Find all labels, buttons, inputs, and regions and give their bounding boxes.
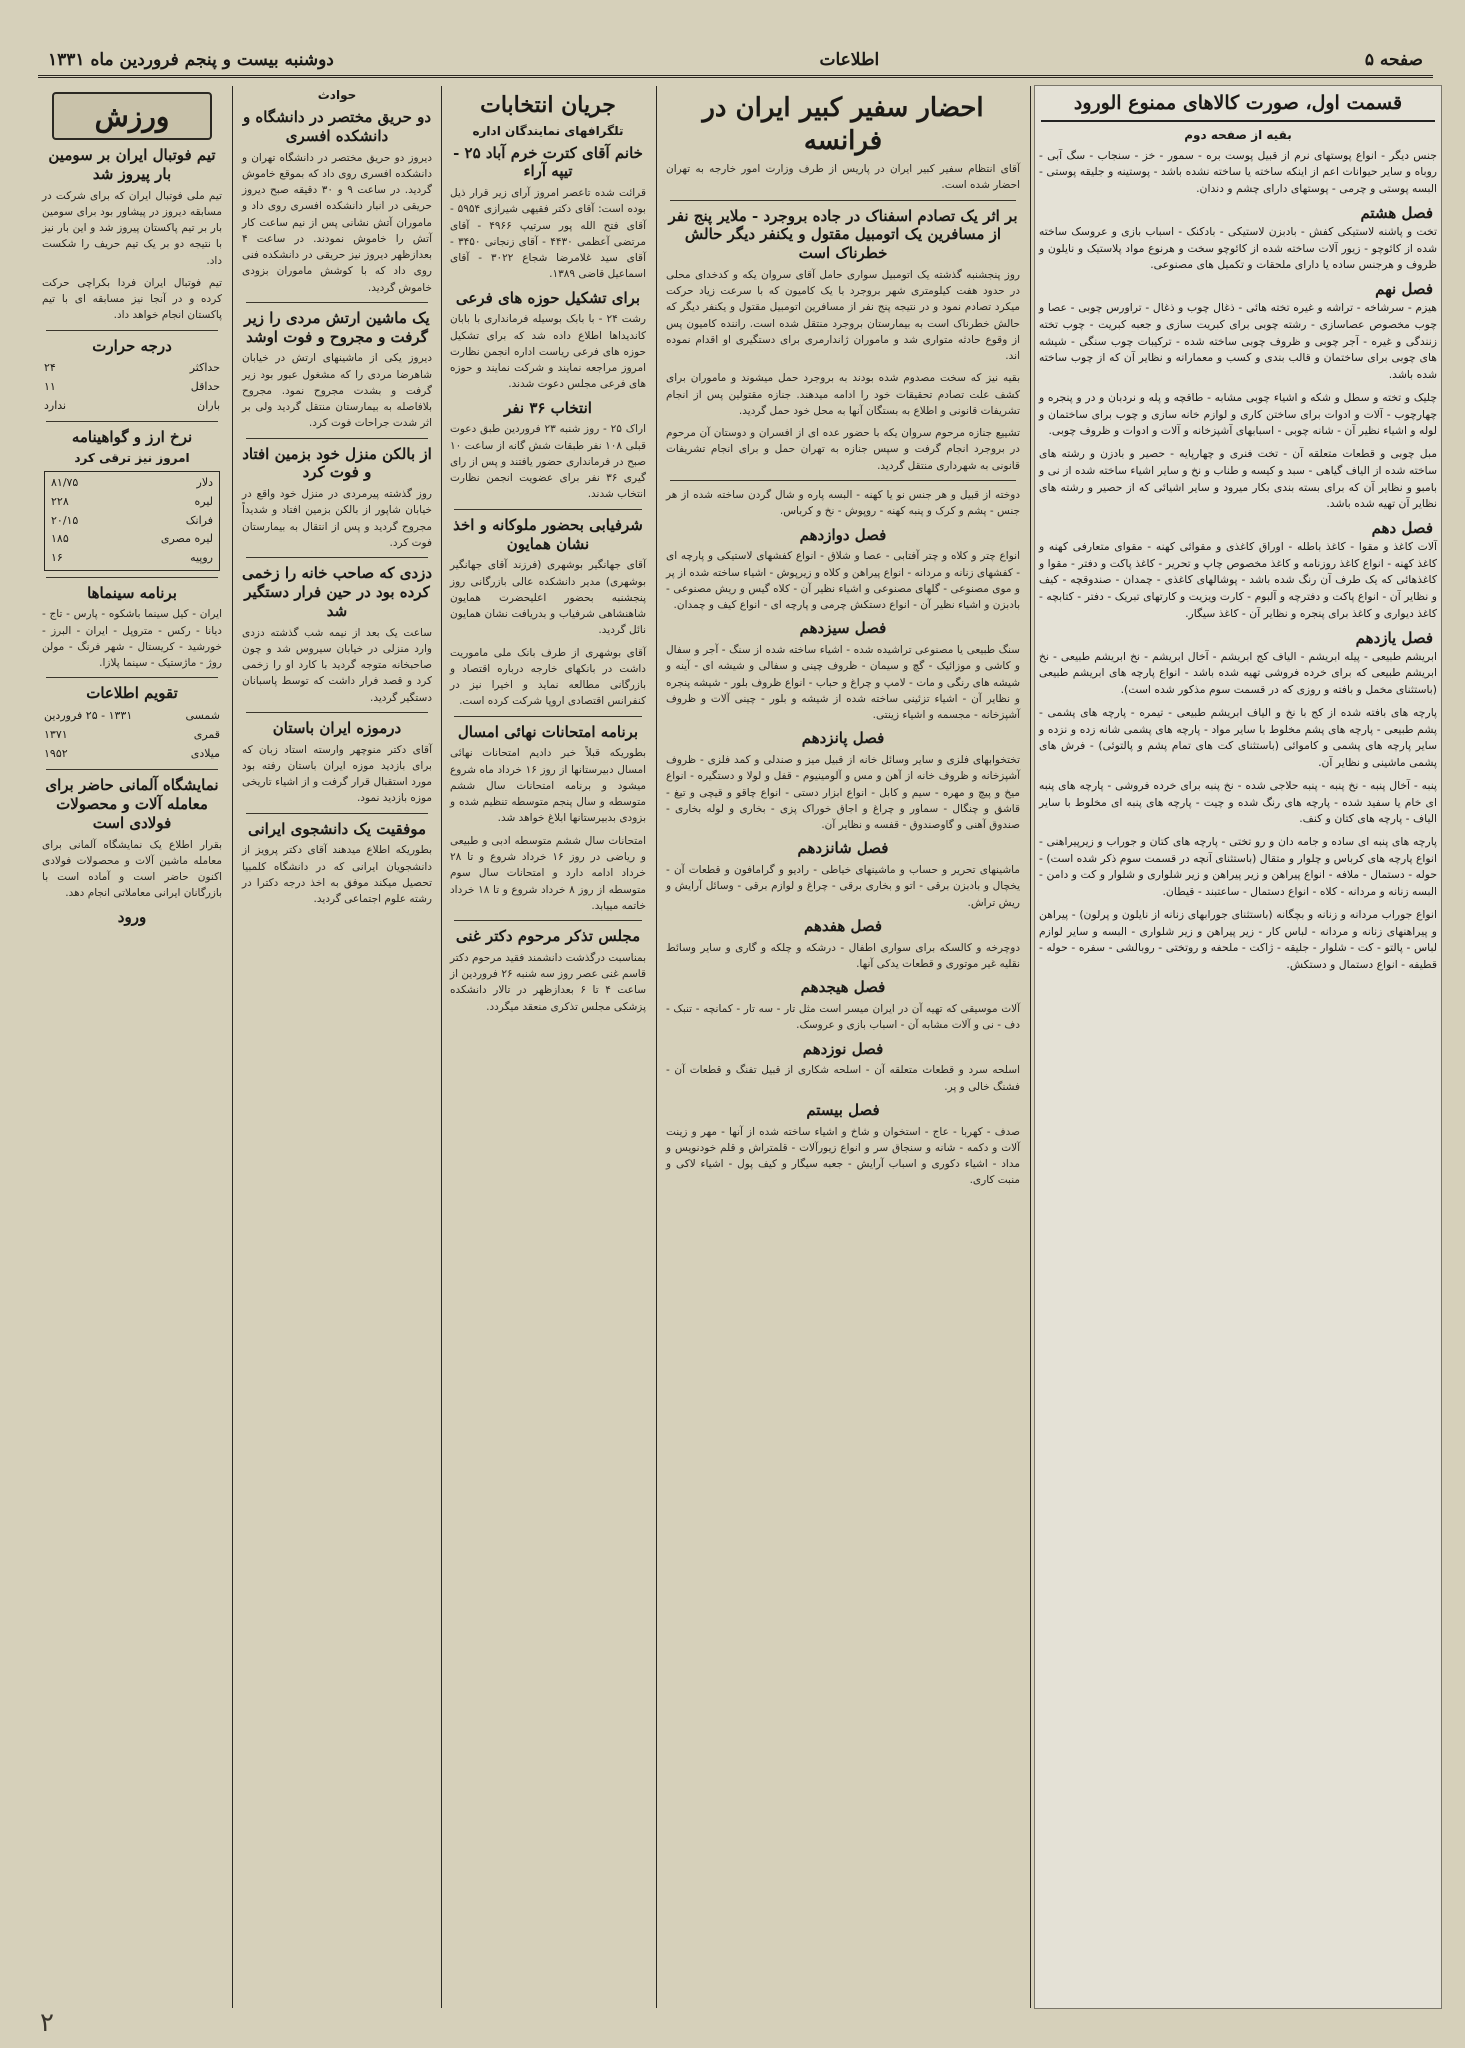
imports-list-clipping — [1035, 86, 1441, 2008]
exchange-table — [44, 471, 220, 570]
section-18-text: آلات موسیقی که تهیه آن در ایران میسر است مثل تار - سه تار - کمانچه - تنبک - دف - نی و آلات مشابه آن - اسباب بازی و عروسک. — [666, 1003, 1020, 1032]
memorial-title: مجلس تذکر مرحوم دکتر غنی — [455, 927, 641, 946]
imports-continued: دوخته از قبیل و هر جنس نو یا کهنه - البسه پاره و شال گردن ساخته شده از هر جنس - پشم و کرک و پنبه کهنه - روپوش - نخ و کرباس. — [666, 488, 1020, 518]
column-rule — [441, 86, 442, 2008]
thief-headline: دزدی که صاحب خانه را زخمی کرده بود در حین فرار دستگیر شد — [241, 564, 433, 620]
divider — [246, 712, 428, 713]
divider — [454, 509, 642, 510]
exams-more: امتحانات سال ششم متوسطه ادبی و طبیعی و ریاضی در روز ۱۶ خرداد شروع و تا ۲۸ خرداد ادامه دارد و امتحانات سال سوم متوسطه از روز ۸ خرداد شروع و تا ۱۸ خرداد خاتمه مییابد. — [450, 834, 646, 912]
section-11-text: ابریشم طبیعی - پیله ابریشم - الیاف کج ابریشم - آخال ابریشم - نخ ابریشم طبیعی - نخ ابریشم طبیعی که برای خرده فروشی تهیه شده باشد - انواع پارچه های ابریشم طبیعی (باستثنای مخمل و بافته و روزی که در قسمت سوم مذکور شده است). — [1039, 649, 1437, 697]
calendar-title: تقویم اطلاعات — [86, 684, 178, 703]
funeral-text: تشییع جنازه مرحوم سروان یکه با حضور عده ای از افسران و دوستان آن مرحوم در بروجرد انجام گرفت و سپس جنازه به تهران حمل و برای انجام تشریفات قانونی به شهرداری منتقل گردید. — [666, 427, 1020, 472]
subdistricts-text: رشت ۲۴ - با بابک بوسیله فرمانداری با بابان کاندیداها اطلاع داده شد که برای تشکیل حوزه های فرعی ریاست اداره انجمن نظارت امروز مراجعه نمایند و شرکت نمایند و حوزه های فرعی مجلس دعوت شدند. — [450, 313, 646, 391]
thief-text: ساعت یک بعد از نیمه شب گذشته دزدی وارد منزلی در خیابان سیروس شد و چون صاحبخانه متوجه گردید با کارد او را زخمی کرد و قصد فرار داشت که توسط پاسبانان دستگیر گردید. — [242, 626, 432, 704]
section-18-title: فصل هیجدهم — [800, 978, 886, 997]
section-15-title: فصل پانزدهم — [801, 729, 885, 748]
column-5 — [38, 86, 226, 2008]
column-rule — [232, 86, 233, 2008]
exchange-title: نرخ ارز و گواهینامه — [71, 428, 193, 447]
fire-headline: دو حریق مختصر در دانشگاه و دانشکده افسری — [242, 108, 432, 145]
balcony-text: روز گذشته پیرمردی در منزل خود واقع در خیابان شاپور از بالکن بزمین افتاد و شدیداً مجروح گردید و پس از انتقال به بیمارستان فوت کرد. — [242, 488, 432, 550]
calendar-row: شمسی ۱۳۳۱ - ۲۵ فروردین — [44, 709, 220, 723]
clipping-intro: جنس دیگر - انواع پوستهای نرم از قبیل پوست بره - سمور - خز - سنجاب - سگ آبی - روباه و سایر حیوانات اعم از اینکه ساخته یا ساخته نشده باشد - پوستینه و جلیقه پوستی - البسه پوستی و چرمی - پوستهای دارای چشم و دندان. — [1039, 148, 1437, 196]
section-9-title: فصل نهم — [1375, 280, 1433, 299]
royal-audience-text: آقای جهانگیر بوشهری (فرزند آقای جهانگیر بوشهری) مدیر دانشکده عالی بازرگانی روز پنجشنبه بحضور اعلیحضرت همایون شاهنشاهی شرفیاب و بدریافت نشان همایون نائل گردید. — [450, 559, 646, 637]
exams-title: برنامه امتحانات نهائی امسال — [457, 722, 639, 741]
exchange-row: فرانک ۲۰/۱۵ — [51, 513, 213, 527]
accident-more: بقیه نیز که سخت مصدوم شده بودند به بروجرد حمل میشوند و ماموران برای کشف علت تصادم تحقیقات خود را ادامه میدهند. جنازه مقتولین پس از انجام تشریفات قانونی و اطلاع به بستگان آنها به محل خود حمل گردید. — [666, 372, 1020, 417]
section-20-title: فصل بیستم — [806, 1100, 880, 1119]
khorramabad-text: قرائت شده تاعصر امروز آرای زیر قرار ذیل بوده است: آقای دکتر فقیهی شیرازی ۵۹۵۴ - آقای فتح الله پور سرتیپ ۴۹۶۶ - آقای مرتضی آعظمی ۴۴۳۰ - آقای زنجانی ۳۴۵۰ - آقای سید غلامرضا شجاع ۳۰۲۲ - آقای اسماعیل قاضی ۱۳۸۹. — [450, 187, 647, 281]
subdistricts-title: برای تشکیل حوزه های فرعی — [455, 288, 641, 307]
column-2 — [662, 86, 1024, 2008]
clipping-title: قسمت اول، صورت کالاهای ممنوع الورود — [1041, 92, 1435, 122]
exchange-row: دلار ۸۱/۷۵ — [51, 476, 213, 490]
football-more: تیم فوتبال ایران فردا بکراچی حرکت کرده و در آنجا نیز مسابقه ای با تیم پاکستان انجام خواهد داد. — [42, 276, 222, 322]
sports-logo: ورزش — [52, 92, 212, 140]
khorramabad-title: خانم آقای کترت خرم آباد ۲۵ - تیپه آراء — [453, 143, 643, 181]
weather-row: حداقل ۱۱ — [44, 380, 220, 394]
divider — [246, 438, 428, 439]
football-text: تیم ملی فوتبال ایران که برای شرکت در مسابقه دیروز در پیشاور بود برای سومین بار بر تیم پاکستان پیروز شد و این بار نیز با نتیجه دو بر یک تیم حریف را شکست داد. — [42, 189, 222, 267]
accident-headline: بر اثر یک تصادم اسفناک در جاده بروجرد - ملایر پنج نفر از مسافرین یک اتومبیل مقتول و یکنفر دیگر حالش خطرناک است — [668, 206, 1018, 263]
fire-text: دیروز دو حریق مختصر در دانشگاه تهران و دانشکده افسری روی داد که بموقع خاموش گردید. در ساعت ۹ و ۳۰ دقیقه صبح دیروز حریقی در انبار دانشکده افسری روی داد و ماموران آتش نشانی پس از نیم ساعت کار آتش را خاموش نمودند. در ساعت ۴ بعدازظهر دیروز نیز حریقی در دانشکده فنی روی داد که با کوشش ماموران بزودی خاموش گردید. — [242, 151, 433, 294]
ambassador-headline: احضار سفیر کبیر ایران در فرانسه — [702, 93, 984, 156]
weather-title: درجه حرارت — [92, 336, 172, 355]
exams-text: بطوریکه قبلاً خبر دادیم امتحانات نهائی امسال دبیرستانها از روز ۱۶ خرداد ماه شروع میشود و برنامه امتحانات سال ششم متوسطه و سال پنجم متوسطه تنظیم شده و بزودی بدبیرستانها ابلاغ خواهد شد. — [450, 747, 646, 825]
section-11-cotton-more: پارچه های پنبه ای ساده و جامه دان و رو تختی - پارچه های کتان و جوراب و زیرپیراهنی - انواع پارچه های کرباس و چلوار و متقال (باستثنای آنچه در قسمت سوم ذکر شده است) - حوله - دستمال - ملافه - انواع پیراهن و زیر پیراهن و زیر شلواری و شلوار و کت و دامن - البسه زنانه و مردانه - کلاه - انواع دستمال - ساعتبند - قیطان. — [1039, 834, 1437, 899]
section-11-cotton: پنبه - آخال پنبه - نخ پنبه - پنبه حلاجی شده - نخ پنبه برای خرده فروشی - پارچه های پنبه ای خام یا سفید شده - پارچه های رنگ شده و چیت - پارچه های پنبه ای مخلوط با سایر الیاف - پارچه های کتان و کنف. — [1039, 778, 1437, 826]
army-vehicle-text: دیروز یکی از ماشینهای ارتش در خیابان شاهرضا مردی را که مشغول عبور بود زیر گرفت و بشدت مجروح نمود. مجروح بلافاصله به بیمارستان منتقل گردید ولی بر اثر شدت جراحات فوت کرد. — [242, 352, 432, 430]
divider — [46, 677, 218, 678]
cinema-title: برنامه سینماها — [87, 583, 177, 602]
section-17-text: دوچرخه و کالسکه برای سواری اطفال - درشکه و چلکه و گاری و سایر وسائط نقلیه غیر موتوری و قطعات یدکی آنها. — [666, 941, 1020, 971]
exchange-row: لیره مصری ۱۸۵ — [51, 532, 213, 546]
calendar-row: میلادی ۱۹۵۲ — [44, 746, 220, 760]
section-10-title: فصل دهم — [1371, 518, 1433, 537]
divider — [246, 813, 428, 814]
section-13-text: سنگ طبیعی یا مصنوعی تراشیده شده - اشیاء ساخته شده از سنگ - آجر و سفال و کاشی و موزائیک - گچ و سیمان - ظروف چینی و سفالی و شیشه ای - آینه و شیشه های رنگی و مات - لامپ و چراغ و حباب - انواع ظروف بلور - شیشه پنجره و نظایر آن - اشیاء تزئینی ساخته شده از شیشه و بلور - چینی آلات و ظروف آشپزخانه - مجسمه و اشیاء زینتی. — [666, 644, 1020, 722]
museum-text: آقای دکتر منوچهر وارسته استاد زبان که برای بازدید موزه ایران باستان رفته بود مورد استقبال قرار گرفت و از اشیاء تاریخی موزه بازدید نمود. — [242, 743, 432, 805]
clipping-subtitle: بقیه از صفحه دوم — [1184, 127, 1292, 142]
section-9-more: چلیک و تخته و سطل و شکه و اشیاء چوبی مشابه - طاقچه و پله و نردبان و در و پنجره و چهارچوب - آلات و ادوات برای ساختن کاری و لوازم خانه سازی و چوب برای ساختمان و لوله و اشیاء نظیر آن - شانه چوبی - اسبابهای آشپزخانه و آلات و ادوات و ظروف چوبی. — [1039, 390, 1437, 438]
weather-row: حداکثر ۲۴ — [44, 361, 220, 375]
royal-audience-more: آقای بوشهری از طرف بانک ملی ماموریت داشت در بانکهای خارجه درباره اقتصاد و بازرگانی مطالعه نماید و اخیرا نیز در کنفرانس اقتصادی اروپا شرکت کرده است. — [450, 646, 646, 708]
arak-title: انتخاب ۳۶ نفر — [504, 398, 592, 417]
army-vehicle-headline: یک ماشین ارتش مردی را زیر گرفت و مجروح و فوت اوشد — [244, 308, 430, 346]
page-mark: ۲ — [40, 2008, 54, 2038]
column-rule — [1030, 86, 1031, 2008]
section-17-title: فصل هفدهم — [803, 917, 883, 936]
divider — [454, 716, 642, 717]
accident-text: روز پنجشنبه گذشته یک اتومبیل سواری حامل آقای سروان یکه و کدخدای محلی در حدود هفت کیلومتری شهر بروجرد با یک کامیون که با سرعت زیاد حرکت میکرد تصادم نمود و در نتیجه پنج نفر از مسافرین اتومبیل مقتول و یکنفر دیگر که حالش خطرناک است به بیمارستان بروجرد منتقل شده است. راننده کامیون پس از وقوع حادثه متواری شد و ماموران ژاندارمری برای دستگیری او اقدام نموده اند. — [666, 268, 1020, 363]
divider — [46, 330, 218, 331]
museum-headline: درموزه ایران باستان — [272, 718, 402, 737]
student-headline: موفقیت یک دانشجوی ایرانی — [247, 819, 427, 838]
section-8-text: تخت و پاشنه لاستیکی کفش - بادبزن لاستیکی - بادکنک - اسباب بازی و عروسک ساخته شده از کائوچو - زیور آلات ساخته شده از کائوچو سخت و هرنوع مواد پلاستیک و نایلون و ظروف و هرجنس ساده یا دارای ملحقات و تکمیل های مصنوعی. — [1039, 224, 1437, 272]
masthead — [38, 44, 1433, 78]
section-11-more: پارچه های بافته شده از کج با نخ و الیاف ابریشم طبیعی - تیمره - پارچه های پشمی - پشم طبیعی - پارچه های پشم مخلوط با سایر مواد - پارچه های پشمی شانه زده و نزده و سایر پارچه های پشمی و کاموائی (باستثنای کت های تمام پشم و پالتوئی) - فرش های پشمی ماشینی و نظایر آن. — [1039, 705, 1437, 770]
divider — [670, 200, 1016, 201]
section-9-text: هیزم - سرشاخه - تراشه و غیره تخته هائی - ذغال چوب و ذغال - تراورس چوبی - عصا و چوب مخصوص عصاسازی - رشته چوبی برای کبریت سازی و جعبه کبریت - چوب تخته زنندگی و غیره - آجر چوبی و ظروف چوبی ساخته شده - ترکیبات چوب سنگی - شیشه های چوبی برای ساختمان و قالب بندی و کسب و معمارانه و نظایر آن که از چوب ساخته شده باشد. — [1039, 301, 1437, 382]
section-12-title: فصل دوازدهم — [799, 525, 887, 544]
issue-date: دوشنبه بیست و پنجم فروردین ماه ۱۳۳۱ — [48, 49, 334, 70]
exchange-row: لیره ۲۲۸ — [51, 494, 213, 508]
ambassador-text: آقای انتظام سفیر کبیر ایران در پاریس از طرف وزارت امور خارجه به تهران احضار شده است. — [666, 163, 1020, 192]
student-text: بطوریکه اطلاع میدهند آقای دکتر پرویز از دانشجویان ایرانی که در دانشگاه کلمبیا تحصیل میکند موفق به اخذ درجه دکترا در رشته علوم اجتماعی گردید. — [242, 844, 432, 906]
exhibition-title: نمایشگاه آلمانی حاضر برای معامله آلات و محصولات فولادی است — [45, 776, 219, 832]
column-rule — [656, 86, 657, 2008]
divider — [670, 480, 1016, 481]
divider — [454, 920, 642, 921]
divider — [46, 421, 218, 422]
royal-audience-title: شرفیابی بحضور ملوکانه و اخذ نشان همایون — [453, 515, 643, 553]
arrival-title: ورود — [117, 907, 147, 926]
section-8-title: فصل هشتم — [1360, 203, 1433, 222]
section-20-text: صدف - کهربا - عاج - استخوان و شاخ و اشیاء ساخته شده از آنها - مهر و زینت آلات و دکمه - شانه و سنجاق سر و انواع زیورآلات - قلمتراش و قلم خودنویس و مداد - اشیاء دکوری و اسباب آرایش - جعبه سیگار و کیف پول - اشیاء لاکی و منبت کاری. — [666, 1125, 1020, 1187]
arak-text: اراک ۲۵ - روز شنبه ۲۳ فروردین طبق دعوت قبلی ۱۰۸ نفر طبقات شش گانه از ساعت ۱۰ صبح در فرمانداری حضور یافتند و پس از رای گیری ۳۶ نفر برای عضویت انجمن نظارت انتخاب شدند. — [450, 423, 646, 501]
section-11-title: فصل یازدهم — [1355, 628, 1433, 647]
section-12-text: انواع چتر و کلاه و چتر آفتابی - عصا و شلاق - انواع کفشهای لاستیکی و پارچه ای - کفشهای زنانه و مردانه - انواع پیراهن و کلاه و زیرپوش - اشیاء ساخته شده از پر و موی مصنوعی - گلهای مصنوعی و اشیاء نظیر آن - کلاه گیس و ریش مصنوعی - بادبزن و اشیاء نظیر آن - انواع دستکش چرمی و پارچه ای - انواع کیف و چمدان. — [666, 550, 1020, 612]
memorial-text: بمناسبت درگذشت دانشمند فقید مرحوم دکتر قاسم غنی عصر روز سه شنبه ۲۶ فروردین از ساعت ۴ تا ۶ بعدازظهر در تالار دانشکده پزشکی مجلس تذکری منعقد میگردد. — [450, 951, 647, 1013]
calendar-row: قمری ۱۳۷۱ — [44, 727, 220, 741]
section-11-cotton-last: انواع جوراب مردانه و زنانه و بچگانه (باستثنای جورابهای زنانه از نایلون و پرلون) - پیراهن و پیراهنهای زنانه و مردانه - لباس کار - زیر پیراهن و زیر شلواری - البسه و سایر لوازم لباس - پالتو - کت - شلوار - جلیقه - ژاکت - ملحفه و روتختی - روبالشی - سفره - حوله - قطیفه - انواع دستمال و دستکش. — [1039, 907, 1437, 972]
column-3 — [446, 86, 650, 2008]
section-16-title: فصل شانزدهم — [797, 839, 889, 858]
exhibition-text: بقرار اطلاع یک نمایشگاه آلمانی برای معامله ماشین آلات و محصولات فولادی اکنون حاضر است و آماده است با بازرگانان ایرانی معاملاتی انجام دهد. — [42, 838, 222, 900]
news-label: حوادث — [317, 88, 357, 102]
football-headline: تیم فوتبال ایران بر سومین بار پیروز شد — [48, 146, 216, 183]
column-4 — [238, 86, 436, 2008]
paper-name: اطلاعات — [819, 49, 880, 70]
page-label: صفحه ۵ — [1364, 49, 1423, 70]
section-15-text: تختخوابهای فلزی و سایر وسائل خانه از قبیل میز و صندلی و کمد فلزی - ظروف آشپزخانه و ظروف خانه از آهن و مس و آلومینیوم - قفل و لولا و دستگیره - انواع میخ و پیچ و مهره - سیم و کابل - انواع ابزار دستی - انواع چاقو و قیچی و تیغ - قاشق و چنگال - سماور و چراغ و اجاق خوراک پزی - بخاری و لوله بخاری - صندوق آهنی و گاوصندوق - قفسه و نظایر آن. — [666, 754, 1020, 832]
exchange-subtitle: امروز نیز ترقی کرد — [74, 451, 190, 466]
section-19-text: اسلحه سرد و قطعات متعلقه آن - اسلحه شکاری از قبیل تفنگ و قطعات آن - فشنگ خالی و پر. — [666, 1064, 1020, 1093]
section-19-title: فصل نوزدهم — [802, 1039, 884, 1058]
divider — [46, 577, 218, 578]
weather-row: باران ندارد — [44, 398, 220, 412]
cinema-text: ایران - کیل سینما باشکوه - پارس - تاج - دیانا - رکس - متروپل - ایران - البرز - خورشید - کریستال - شهر فرنگ - مولن روژ - ماژستیک - سینما پلازا. — [42, 608, 222, 670]
section-9-extra: مبل چوبی و قطعات متعلقه آن - تخت فنری و چهارپایه - حصیر و بادزن و رشته های ساخته شده از الیاف گیاهی - سبد و کیسه و طناب و نخ و سایر اشیاء ساخته شده از نی و بامبو و نظایر آن که برای بسته بندی بکار میرود و سایر اشیائی که از حصیر و رشته های نظایر آن تهیه شده باشد. — [1039, 447, 1437, 511]
divider — [246, 302, 428, 303]
divider — [46, 769, 218, 770]
divider — [246, 557, 428, 558]
balcony-headline: از بالکن منزل خود بزمین افتاد و فوت کرد — [242, 444, 432, 482]
exchange-row: روپیه ۱۶ — [51, 550, 213, 564]
elections-headline: جریان انتخابات — [480, 92, 616, 118]
section-13-title: فصل سیزدهم — [799, 619, 887, 638]
elections-subtitle: تلگرافهای نمایندگان اداره — [472, 123, 624, 138]
section-16-text: ماشینهای تحریر و حساب و ماشینهای خیاطی - رادیو و گرامافون و قطعات آن - یخچال و بادبزن برقی - اتو و بخاری برقی - چراغ و لوازم برقی - وسائل آرایش و ریش تراش. — [666, 864, 1020, 909]
section-10-text: آلات کاغذ و مقوا - کاغذ باطله - اوراق کاغذی و مقوائی کهنه - مقوای متعارفی کهنه و کاغذ کهنه - انواع کاغذ روزنامه و کاغذ مخصوص چاپ و تحریر - کاغذ پاکت و دفتر - مقوا و کاغذهائی که یک طرف آن رنگ شده باشد - پوشالهای کاغذی - چمدان - صندوقچه - کیف و نظایر آن - انواع پاکت و دفترچه و آلبوم - کارت ویزیت و کارتهای تبریک - دفتر - کتابچه - کاغذ دیواری و کاغذ برای پنجره و نظایر آن - کاغذ سیگار. — [1039, 539, 1437, 620]
